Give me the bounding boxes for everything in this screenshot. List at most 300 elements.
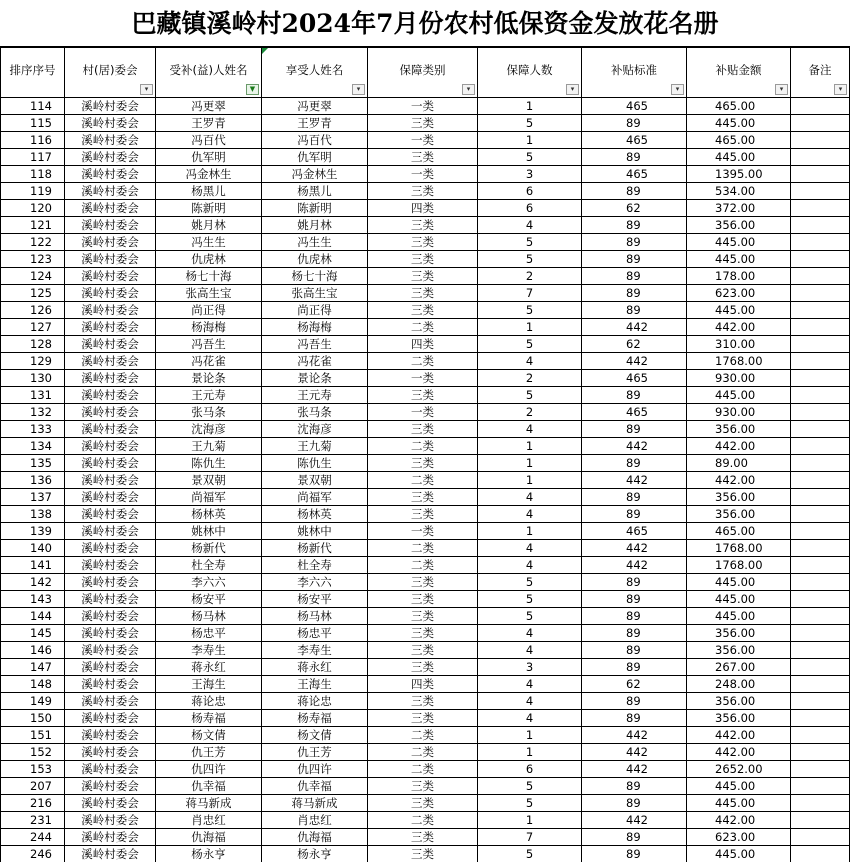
cell-category[interactable]: 三类: [368, 183, 478, 200]
cell-standard[interactable]: 442: [582, 353, 687, 370]
cell-seq[interactable]: 153: [1, 761, 65, 778]
cell-beneficiary[interactable]: 王元寿: [262, 387, 368, 404]
cell-remarks[interactable]: [791, 829, 850, 846]
cell-category[interactable]: 二类: [368, 353, 478, 370]
cell-remarks[interactable]: [791, 404, 850, 421]
cell-committee[interactable]: 溪岭村委会: [65, 200, 156, 217]
cell-seq[interactable]: 137: [1, 489, 65, 506]
cell-beneficiary[interactable]: 姚月林: [262, 217, 368, 234]
cell-beneficiary[interactable]: 姚林中: [262, 523, 368, 540]
cell-committee[interactable]: 溪岭村委会: [65, 472, 156, 489]
cell-amount[interactable]: 442.00: [687, 744, 791, 761]
cell-seq[interactable]: 139: [1, 523, 65, 540]
cell-committee[interactable]: 溪岭村委会: [65, 353, 156, 370]
cell-committee[interactable]: 溪岭村委会: [65, 268, 156, 285]
cell-amount[interactable]: 534.00: [687, 183, 791, 200]
cell-category[interactable]: 三类: [368, 387, 478, 404]
cell-category[interactable]: 四类: [368, 336, 478, 353]
cell-standard[interactable]: 442: [582, 744, 687, 761]
cell-amount[interactable]: 356.00: [687, 506, 791, 523]
cell-committee[interactable]: 溪岭村委会: [65, 540, 156, 557]
cell-standard[interactable]: 89: [582, 268, 687, 285]
cell-amount[interactable]: 445.00: [687, 234, 791, 251]
cell-category[interactable]: 三类: [368, 625, 478, 642]
cell-recipient[interactable]: 杨马林: [156, 608, 262, 625]
cell-beneficiary[interactable]: 杨马林: [262, 608, 368, 625]
cell-committee[interactable]: 溪岭村委会: [65, 829, 156, 846]
cell-seq[interactable]: 121: [1, 217, 65, 234]
cell-seq[interactable]: 124: [1, 268, 65, 285]
cell-seq[interactable]: 122: [1, 234, 65, 251]
cell-count[interactable]: 3: [478, 166, 582, 183]
cell-beneficiary[interactable]: 蒋论忠: [262, 693, 368, 710]
cell-category[interactable]: 三类: [368, 574, 478, 591]
cell-count[interactable]: 6: [478, 183, 582, 200]
cell-seq[interactable]: 136: [1, 472, 65, 489]
cell-remarks[interactable]: [791, 557, 850, 574]
cell-beneficiary[interactable]: 陈新明: [262, 200, 368, 217]
cell-standard[interactable]: 465: [582, 98, 687, 115]
cell-amount[interactable]: 1768.00: [687, 557, 791, 574]
cell-recipient[interactable]: 张高生宝: [156, 285, 262, 302]
cell-seq[interactable]: 117: [1, 149, 65, 166]
cell-count[interactable]: 4: [478, 217, 582, 234]
cell-remarks[interactable]: [791, 285, 850, 302]
cell-seq[interactable]: 143: [1, 591, 65, 608]
cell-remarks[interactable]: [791, 268, 850, 285]
cell-amount[interactable]: 356.00: [687, 642, 791, 659]
cell-remarks[interactable]: [791, 812, 850, 829]
cell-beneficiary[interactable]: 冯更翠: [262, 98, 368, 115]
cell-standard[interactable]: 465: [582, 132, 687, 149]
cell-amount[interactable]: 356.00: [687, 693, 791, 710]
cell-amount[interactable]: 445.00: [687, 795, 791, 812]
cell-beneficiary[interactable]: 李六六: [262, 574, 368, 591]
cell-standard[interactable]: 89: [582, 642, 687, 659]
cell-amount[interactable]: 465.00: [687, 523, 791, 540]
cell-seq[interactable]: 147: [1, 659, 65, 676]
cell-committee[interactable]: 溪岭村委会: [65, 591, 156, 608]
cell-recipient[interactable]: 冯花雀: [156, 353, 262, 370]
cell-beneficiary[interactable]: 李寿生: [262, 642, 368, 659]
cell-committee[interactable]: 溪岭村委会: [65, 132, 156, 149]
cell-recipient[interactable]: 王海生: [156, 676, 262, 693]
cell-seq[interactable]: 132: [1, 404, 65, 421]
cell-recipient[interactable]: 仇四许: [156, 761, 262, 778]
filter-dropdown-icon[interactable]: ▾: [462, 84, 475, 95]
cell-standard[interactable]: 89: [582, 217, 687, 234]
cell-seq[interactable]: 246: [1, 846, 65, 862]
cell-seq[interactable]: 128: [1, 336, 65, 353]
cell-count[interactable]: 1: [478, 523, 582, 540]
cell-remarks[interactable]: [791, 438, 850, 455]
cell-recipient[interactable]: 杨林英: [156, 506, 262, 523]
cell-amount[interactable]: 442.00: [687, 727, 791, 744]
cell-seq[interactable]: 129: [1, 353, 65, 370]
cell-category[interactable]: 二类: [368, 744, 478, 761]
cell-committee[interactable]: 溪岭村委会: [65, 285, 156, 302]
filter-dropdown-icon[interactable]: ▾: [834, 84, 847, 95]
cell-beneficiary[interactable]: 杨永亨: [262, 846, 368, 862]
cell-category[interactable]: 三类: [368, 795, 478, 812]
cell-recipient[interactable]: 姚林中: [156, 523, 262, 540]
cell-amount[interactable]: 445.00: [687, 387, 791, 404]
cell-category[interactable]: 三类: [368, 455, 478, 472]
cell-count[interactable]: 1: [478, 812, 582, 829]
cell-remarks[interactable]: [791, 166, 850, 183]
cell-amount[interactable]: 356.00: [687, 489, 791, 506]
cell-amount[interactable]: 356.00: [687, 421, 791, 438]
cell-standard[interactable]: 442: [582, 812, 687, 829]
cell-recipient[interactable]: 王元寿: [156, 387, 262, 404]
cell-seq[interactable]: 127: [1, 319, 65, 336]
cell-remarks[interactable]: [791, 523, 850, 540]
cell-count[interactable]: 5: [478, 591, 582, 608]
cell-committee[interactable]: 溪岭村委会: [65, 642, 156, 659]
cell-seq[interactable]: 144: [1, 608, 65, 625]
cell-beneficiary[interactable]: 蒋马新成: [262, 795, 368, 812]
cell-remarks[interactable]: [791, 149, 850, 166]
cell-beneficiary[interactable]: 沈海彦: [262, 421, 368, 438]
cell-category[interactable]: 三类: [368, 591, 478, 608]
cell-remarks[interactable]: [791, 659, 850, 676]
cell-beneficiary[interactable]: 冯百代: [262, 132, 368, 149]
cell-amount[interactable]: 442.00: [687, 812, 791, 829]
filter-active-icon[interactable]: ▼: [246, 84, 259, 95]
cell-beneficiary[interactable]: 杨忠平: [262, 625, 368, 642]
cell-recipient[interactable]: 杨寿福: [156, 710, 262, 727]
cell-seq[interactable]: 145: [1, 625, 65, 642]
cell-remarks[interactable]: [791, 795, 850, 812]
cell-standard[interactable]: 89: [582, 591, 687, 608]
cell-category[interactable]: 一类: [368, 166, 478, 183]
cell-amount[interactable]: 930.00: [687, 370, 791, 387]
cell-category[interactable]: 三类: [368, 302, 478, 319]
cell-committee[interactable]: 溪岭村委会: [65, 98, 156, 115]
cell-count[interactable]: 4: [478, 557, 582, 574]
cell-recipient[interactable]: 张马条: [156, 404, 262, 421]
cell-recipient[interactable]: 陈仇生: [156, 455, 262, 472]
cell-count[interactable]: 5: [478, 795, 582, 812]
cell-recipient[interactable]: 李寿生: [156, 642, 262, 659]
cell-count[interactable]: 5: [478, 115, 582, 132]
cell-standard[interactable]: 89: [582, 234, 687, 251]
cell-committee[interactable]: 溪岭村委会: [65, 625, 156, 642]
cell-amount[interactable]: 445.00: [687, 115, 791, 132]
cell-seq[interactable]: 151: [1, 727, 65, 744]
cell-amount[interactable]: 465.00: [687, 98, 791, 115]
cell-count[interactable]: 7: [478, 285, 582, 302]
cell-recipient[interactable]: 冯百代: [156, 132, 262, 149]
cell-amount[interactable]: 445.00: [687, 302, 791, 319]
cell-seq[interactable]: 119: [1, 183, 65, 200]
cell-count[interactable]: 1: [478, 438, 582, 455]
cell-count[interactable]: 1: [478, 472, 582, 489]
cell-committee[interactable]: 溪岭村委会: [65, 217, 156, 234]
cell-amount[interactable]: 930.00: [687, 404, 791, 421]
cell-seq[interactable]: 148: [1, 676, 65, 693]
cell-remarks[interactable]: [791, 574, 850, 591]
cell-standard[interactable]: 89: [582, 115, 687, 132]
cell-category[interactable]: 二类: [368, 540, 478, 557]
cell-committee[interactable]: 溪岭村委会: [65, 404, 156, 421]
cell-standard[interactable]: 89: [582, 795, 687, 812]
cell-count[interactable]: 6: [478, 761, 582, 778]
cell-recipient[interactable]: 冯金林生: [156, 166, 262, 183]
cell-committee[interactable]: 溪岭村委会: [65, 438, 156, 455]
cell-category[interactable]: 一类: [368, 370, 478, 387]
cell-seq[interactable]: 216: [1, 795, 65, 812]
cell-recipient[interactable]: 尚正得: [156, 302, 262, 319]
cell-standard[interactable]: 89: [582, 302, 687, 319]
cell-remarks[interactable]: [791, 676, 850, 693]
cell-category[interactable]: 三类: [368, 710, 478, 727]
cell-recipient[interactable]: 仇王芳: [156, 744, 262, 761]
cell-category[interactable]: 三类: [368, 846, 478, 862]
cell-count[interactable]: 5: [478, 608, 582, 625]
cell-standard[interactable]: 442: [582, 540, 687, 557]
cell-amount[interactable]: 356.00: [687, 217, 791, 234]
cell-remarks[interactable]: [791, 455, 850, 472]
cell-standard[interactable]: 89: [582, 608, 687, 625]
cell-beneficiary[interactable]: 冯花雀: [262, 353, 368, 370]
cell-amount[interactable]: 445.00: [687, 846, 791, 862]
cell-category[interactable]: 三类: [368, 829, 478, 846]
cell-remarks[interactable]: [791, 251, 850, 268]
cell-standard[interactable]: 89: [582, 710, 687, 727]
cell-count[interactable]: 1: [478, 455, 582, 472]
cell-recipient[interactable]: 冯吾生: [156, 336, 262, 353]
cell-count[interactable]: 5: [478, 336, 582, 353]
cell-beneficiary[interactable]: 蒋永红: [262, 659, 368, 676]
cell-remarks[interactable]: [791, 489, 850, 506]
cell-standard[interactable]: 89: [582, 183, 687, 200]
cell-beneficiary[interactable]: 杨安平: [262, 591, 368, 608]
cell-beneficiary[interactable]: 尚正得: [262, 302, 368, 319]
cell-standard[interactable]: 89: [582, 506, 687, 523]
cell-standard[interactable]: 89: [582, 149, 687, 166]
cell-amount[interactable]: 442.00: [687, 438, 791, 455]
cell-seq[interactable]: 149: [1, 693, 65, 710]
cell-category[interactable]: 二类: [368, 761, 478, 778]
cell-standard[interactable]: 442: [582, 727, 687, 744]
cell-seq[interactable]: 125: [1, 285, 65, 302]
cell-remarks[interactable]: [791, 744, 850, 761]
cell-remarks[interactable]: [791, 302, 850, 319]
cell-category[interactable]: 一类: [368, 98, 478, 115]
cell-recipient[interactable]: 杨安平: [156, 591, 262, 608]
cell-count[interactable]: 4: [478, 676, 582, 693]
cell-remarks[interactable]: [791, 693, 850, 710]
cell-remarks[interactable]: [791, 778, 850, 795]
cell-remarks[interactable]: [791, 115, 850, 132]
cell-recipient[interactable]: 王罗青: [156, 115, 262, 132]
cell-category[interactable]: 三类: [368, 659, 478, 676]
cell-committee[interactable]: 溪岭村委会: [65, 693, 156, 710]
cell-remarks[interactable]: [791, 98, 850, 115]
cell-count[interactable]: 5: [478, 251, 582, 268]
cell-remarks[interactable]: [791, 200, 850, 217]
cell-amount[interactable]: 310.00: [687, 336, 791, 353]
cell-recipient[interactable]: 蒋论忠: [156, 693, 262, 710]
cell-standard[interactable]: 89: [582, 574, 687, 591]
cell-category[interactable]: 二类: [368, 727, 478, 744]
cell-standard[interactable]: 89: [582, 693, 687, 710]
cell-committee[interactable]: 溪岭村委会: [65, 608, 156, 625]
cell-recipient[interactable]: 杨海梅: [156, 319, 262, 336]
filter-dropdown-icon[interactable]: ▾: [671, 84, 684, 95]
cell-count[interactable]: 1: [478, 98, 582, 115]
cell-beneficiary[interactable]: 杨海梅: [262, 319, 368, 336]
cell-recipient[interactable]: 杨永亨: [156, 846, 262, 862]
cell-beneficiary[interactable]: 王九菊: [262, 438, 368, 455]
cell-recipient[interactable]: 冯生生: [156, 234, 262, 251]
cell-count[interactable]: 1: [478, 727, 582, 744]
cell-recipient[interactable]: 李六六: [156, 574, 262, 591]
cell-committee[interactable]: 溪岭村委会: [65, 336, 156, 353]
cell-category[interactable]: 三类: [368, 489, 478, 506]
cell-count[interactable]: 1: [478, 319, 582, 336]
cell-beneficiary[interactable]: 尚福军: [262, 489, 368, 506]
cell-amount[interactable]: 445.00: [687, 149, 791, 166]
cell-remarks[interactable]: [791, 710, 850, 727]
cell-standard[interactable]: 89: [582, 285, 687, 302]
cell-amount[interactable]: 356.00: [687, 625, 791, 642]
cell-seq[interactable]: 116: [1, 132, 65, 149]
cell-standard[interactable]: 442: [582, 319, 687, 336]
cell-recipient[interactable]: 杨七十海: [156, 268, 262, 285]
cell-category[interactable]: 二类: [368, 319, 478, 336]
cell-standard[interactable]: 442: [582, 761, 687, 778]
cell-remarks[interactable]: [791, 319, 850, 336]
cell-category[interactable]: 一类: [368, 523, 478, 540]
cell-standard[interactable]: 62: [582, 200, 687, 217]
cell-beneficiary[interactable]: 王罗青: [262, 115, 368, 132]
cell-standard[interactable]: 442: [582, 472, 687, 489]
cell-recipient[interactable]: 王九菊: [156, 438, 262, 455]
cell-beneficiary[interactable]: 杨七十海: [262, 268, 368, 285]
cell-beneficiary[interactable]: 杨文倩: [262, 727, 368, 744]
cell-standard[interactable]: 465: [582, 166, 687, 183]
cell-standard[interactable]: 465: [582, 404, 687, 421]
cell-seq[interactable]: 123: [1, 251, 65, 268]
cell-count[interactable]: 4: [478, 625, 582, 642]
cell-seq[interactable]: 152: [1, 744, 65, 761]
cell-count[interactable]: 6: [478, 200, 582, 217]
cell-category[interactable]: 三类: [368, 149, 478, 166]
cell-count[interactable]: 7: [478, 829, 582, 846]
cell-beneficiary[interactable]: 杨寿福: [262, 710, 368, 727]
cell-recipient[interactable]: 姚月林: [156, 217, 262, 234]
cell-beneficiary[interactable]: 冯生生: [262, 234, 368, 251]
cell-committee[interactable]: 溪岭村委会: [65, 676, 156, 693]
cell-standard[interactable]: 89: [582, 846, 687, 862]
cell-beneficiary[interactable]: 肖忠红: [262, 812, 368, 829]
cell-count[interactable]: 4: [478, 710, 582, 727]
cell-count[interactable]: 2: [478, 370, 582, 387]
cell-amount[interactable]: 248.00: [687, 676, 791, 693]
cell-seq[interactable]: 126: [1, 302, 65, 319]
cell-standard[interactable]: 89: [582, 829, 687, 846]
cell-committee[interactable]: 溪岭村委会: [65, 795, 156, 812]
cell-committee[interactable]: 溪岭村委会: [65, 319, 156, 336]
cell-standard[interactable]: 89: [582, 778, 687, 795]
cell-committee[interactable]: 溪岭村委会: [65, 557, 156, 574]
cell-standard[interactable]: 465: [582, 523, 687, 540]
cell-committee[interactable]: 溪岭村委会: [65, 778, 156, 795]
cell-amount[interactable]: 445.00: [687, 608, 791, 625]
cell-count[interactable]: 4: [478, 642, 582, 659]
cell-seq[interactable]: 118: [1, 166, 65, 183]
cell-beneficiary[interactable]: 景论条: [262, 370, 368, 387]
cell-standard[interactable]: 89: [582, 625, 687, 642]
cell-beneficiary[interactable]: 仇军明: [262, 149, 368, 166]
cell-category[interactable]: 三类: [368, 778, 478, 795]
cell-count[interactable]: 4: [478, 540, 582, 557]
cell-category[interactable]: 二类: [368, 472, 478, 489]
cell-count[interactable]: 5: [478, 302, 582, 319]
cell-category[interactable]: 三类: [368, 251, 478, 268]
cell-seq[interactable]: 114: [1, 98, 65, 115]
cell-committee[interactable]: 溪岭村委会: [65, 149, 156, 166]
cell-committee[interactable]: 溪岭村委会: [65, 370, 156, 387]
cell-amount[interactable]: 1768.00: [687, 353, 791, 370]
cell-category[interactable]: 一类: [368, 132, 478, 149]
cell-remarks[interactable]: [791, 608, 850, 625]
cell-seq[interactable]: 207: [1, 778, 65, 795]
cell-remarks[interactable]: [791, 846, 850, 862]
cell-seq[interactable]: 133: [1, 421, 65, 438]
cell-count[interactable]: 1: [478, 744, 582, 761]
cell-committee[interactable]: 溪岭村委会: [65, 574, 156, 591]
cell-committee[interactable]: 溪岭村委会: [65, 302, 156, 319]
filter-dropdown-icon[interactable]: ▾: [566, 84, 579, 95]
cell-standard[interactable]: 89: [582, 659, 687, 676]
cell-category[interactable]: 三类: [368, 217, 478, 234]
cell-seq[interactable]: 140: [1, 540, 65, 557]
cell-beneficiary[interactable]: 杨新代: [262, 540, 368, 557]
cell-standard[interactable]: 442: [582, 557, 687, 574]
cell-amount[interactable]: 445.00: [687, 574, 791, 591]
cell-category[interactable]: 二类: [368, 557, 478, 574]
cell-amount[interactable]: 623.00: [687, 285, 791, 302]
cell-recipient[interactable]: 蒋永红: [156, 659, 262, 676]
cell-remarks[interactable]: [791, 472, 850, 489]
cell-beneficiary[interactable]: 张高生宝: [262, 285, 368, 302]
cell-beneficiary[interactable]: 冯吾生: [262, 336, 368, 353]
cell-beneficiary[interactable]: 景双朝: [262, 472, 368, 489]
cell-committee[interactable]: 溪岭村委会: [65, 251, 156, 268]
cell-committee[interactable]: 溪岭村委会: [65, 421, 156, 438]
cell-amount[interactable]: 356.00: [687, 710, 791, 727]
cell-remarks[interactable]: [791, 387, 850, 404]
cell-recipient[interactable]: 杨忠平: [156, 625, 262, 642]
cell-amount[interactable]: 623.00: [687, 829, 791, 846]
cell-seq[interactable]: 142: [1, 574, 65, 591]
cell-committee[interactable]: 溪岭村委会: [65, 234, 156, 251]
cell-category[interactable]: 三类: [368, 268, 478, 285]
cell-amount[interactable]: 1768.00: [687, 540, 791, 557]
cell-seq[interactable]: 146: [1, 642, 65, 659]
cell-remarks[interactable]: [791, 336, 850, 353]
cell-amount[interactable]: 178.00: [687, 268, 791, 285]
cell-category[interactable]: 三类: [368, 421, 478, 438]
cell-remarks[interactable]: [791, 353, 850, 370]
cell-seq[interactable]: 135: [1, 455, 65, 472]
cell-count[interactable]: 5: [478, 234, 582, 251]
cell-category[interactable]: 一类: [368, 404, 478, 421]
cell-remarks[interactable]: [791, 625, 850, 642]
